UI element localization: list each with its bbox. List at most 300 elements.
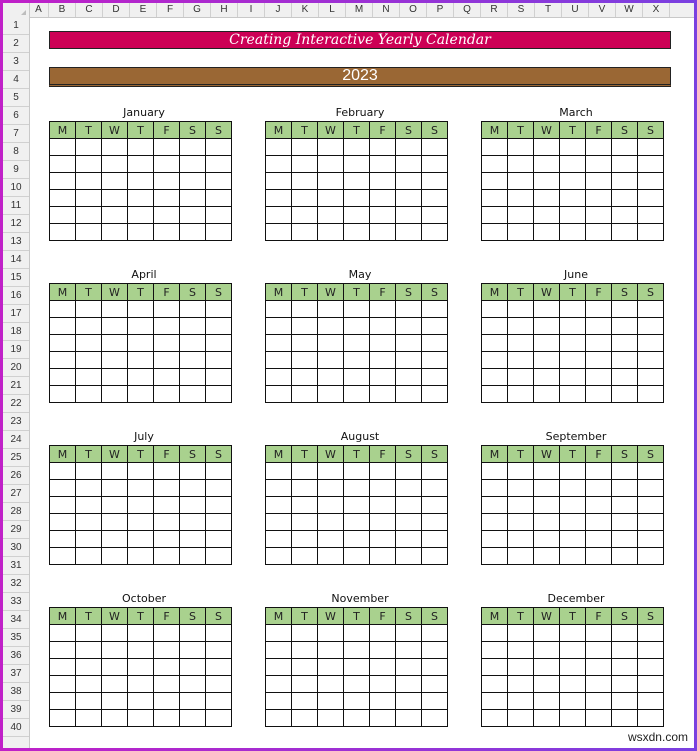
day-cell[interactable] bbox=[180, 352, 206, 369]
day-cell[interactable] bbox=[266, 301, 292, 318]
row-header-12[interactable]: 12 bbox=[3, 215, 29, 233]
column-header-g[interactable]: G bbox=[184, 3, 211, 17]
day-cell[interactable] bbox=[586, 301, 612, 318]
day-cell[interactable] bbox=[638, 156, 664, 173]
day-cell[interactable] bbox=[560, 301, 586, 318]
day-cell[interactable] bbox=[396, 531, 422, 548]
day-cell[interactable] bbox=[560, 642, 586, 659]
day-cell[interactable] bbox=[180, 139, 206, 156]
row-header-21[interactable]: 21 bbox=[3, 377, 29, 395]
day-cell[interactable] bbox=[534, 173, 560, 190]
day-cell[interactable] bbox=[180, 548, 206, 565]
day-cell[interactable] bbox=[586, 156, 612, 173]
day-cell[interactable] bbox=[180, 463, 206, 480]
day-cell[interactable] bbox=[318, 531, 344, 548]
day-cell[interactable] bbox=[638, 352, 664, 369]
day-cell[interactable] bbox=[482, 676, 508, 693]
day-cell[interactable] bbox=[612, 659, 638, 676]
row-header-25[interactable]: 25 bbox=[3, 449, 29, 467]
day-cell[interactable] bbox=[154, 693, 180, 710]
day-cell[interactable] bbox=[180, 386, 206, 403]
day-cell[interactable] bbox=[102, 386, 128, 403]
day-cell[interactable] bbox=[560, 463, 586, 480]
day-cell[interactable] bbox=[180, 514, 206, 531]
day-cell[interactable] bbox=[180, 207, 206, 224]
column-header-r[interactable]: R bbox=[481, 3, 508, 17]
day-cell[interactable] bbox=[154, 156, 180, 173]
day-cell[interactable] bbox=[612, 156, 638, 173]
day-cell[interactable] bbox=[422, 480, 448, 497]
row-header-8[interactable]: 8 bbox=[3, 143, 29, 161]
day-cell[interactable] bbox=[560, 710, 586, 727]
column-header-v[interactable]: V bbox=[589, 3, 616, 17]
day-cell[interactable] bbox=[482, 463, 508, 480]
day-cell[interactable] bbox=[318, 352, 344, 369]
day-cell[interactable] bbox=[422, 463, 448, 480]
day-cell[interactable] bbox=[534, 156, 560, 173]
day-cell[interactable] bbox=[560, 173, 586, 190]
day-cell[interactable] bbox=[206, 659, 232, 676]
day-cell[interactable] bbox=[370, 480, 396, 497]
day-cell[interactable] bbox=[422, 642, 448, 659]
day-cell[interactable] bbox=[76, 642, 102, 659]
day-cell[interactable] bbox=[128, 207, 154, 224]
day-cell[interactable] bbox=[206, 386, 232, 403]
day-cell[interactable] bbox=[560, 156, 586, 173]
day-cell[interactable] bbox=[612, 676, 638, 693]
day-cell[interactable] bbox=[508, 710, 534, 727]
day-cell[interactable] bbox=[76, 514, 102, 531]
day-cell[interactable] bbox=[638, 710, 664, 727]
day-cell[interactable] bbox=[612, 548, 638, 565]
day-cell[interactable] bbox=[266, 335, 292, 352]
day-cell[interactable] bbox=[206, 514, 232, 531]
day-cell[interactable] bbox=[560, 676, 586, 693]
day-cell[interactable] bbox=[50, 156, 76, 173]
day-cell[interactable] bbox=[586, 352, 612, 369]
day-cell[interactable] bbox=[50, 369, 76, 386]
day-cell[interactable] bbox=[560, 659, 586, 676]
day-cell[interactable] bbox=[318, 190, 344, 207]
day-cell[interactable] bbox=[612, 301, 638, 318]
day-cell[interactable] bbox=[508, 693, 534, 710]
day-cell[interactable] bbox=[206, 625, 232, 642]
day-cell[interactable] bbox=[612, 642, 638, 659]
day-cell[interactable] bbox=[422, 548, 448, 565]
day-cell[interactable] bbox=[154, 497, 180, 514]
day-cell[interactable] bbox=[292, 190, 318, 207]
day-cell[interactable] bbox=[534, 659, 560, 676]
day-cell[interactable] bbox=[128, 497, 154, 514]
day-cell[interactable] bbox=[206, 463, 232, 480]
day-cell[interactable] bbox=[422, 531, 448, 548]
column-header-t[interactable]: T bbox=[535, 3, 562, 17]
day-cell[interactable] bbox=[370, 710, 396, 727]
day-cell[interactable] bbox=[638, 173, 664, 190]
day-cell[interactable] bbox=[76, 318, 102, 335]
day-cell[interactable] bbox=[180, 224, 206, 241]
day-cell[interactable] bbox=[482, 301, 508, 318]
day-cell[interactable] bbox=[206, 497, 232, 514]
row-header-14[interactable]: 14 bbox=[3, 251, 29, 269]
day-cell[interactable] bbox=[612, 514, 638, 531]
day-cell[interactable] bbox=[128, 139, 154, 156]
row-header-3[interactable]: 3 bbox=[3, 53, 29, 71]
day-cell[interactable] bbox=[638, 386, 664, 403]
day-cell[interactable] bbox=[560, 139, 586, 156]
day-cell[interactable] bbox=[154, 531, 180, 548]
row-header-31[interactable]: 31 bbox=[3, 557, 29, 575]
day-cell[interactable] bbox=[508, 369, 534, 386]
day-cell[interactable] bbox=[344, 642, 370, 659]
day-cell[interactable] bbox=[422, 190, 448, 207]
day-cell[interactable] bbox=[318, 224, 344, 241]
day-cell[interactable] bbox=[292, 676, 318, 693]
day-cell[interactable] bbox=[508, 497, 534, 514]
day-cell[interactable] bbox=[154, 301, 180, 318]
day-cell[interactable] bbox=[370, 642, 396, 659]
day-cell[interactable] bbox=[50, 207, 76, 224]
day-cell[interactable] bbox=[370, 531, 396, 548]
day-cell[interactable] bbox=[266, 531, 292, 548]
day-cell[interactable] bbox=[370, 693, 396, 710]
day-cell[interactable] bbox=[344, 625, 370, 642]
day-cell[interactable] bbox=[128, 642, 154, 659]
day-cell[interactable] bbox=[534, 531, 560, 548]
day-cell[interactable] bbox=[292, 352, 318, 369]
day-cell[interactable] bbox=[266, 224, 292, 241]
day-cell[interactable] bbox=[266, 207, 292, 224]
day-cell[interactable] bbox=[128, 693, 154, 710]
column-header-a[interactable]: A bbox=[29, 3, 49, 17]
column-header-p[interactable]: P bbox=[427, 3, 454, 17]
day-cell[interactable] bbox=[612, 369, 638, 386]
day-cell[interactable] bbox=[76, 190, 102, 207]
year-banner[interactable]: 2023 bbox=[49, 67, 671, 87]
day-cell[interactable] bbox=[612, 318, 638, 335]
day-cell[interactable] bbox=[482, 207, 508, 224]
day-cell[interactable] bbox=[154, 386, 180, 403]
day-cell[interactable] bbox=[560, 548, 586, 565]
day-cell[interactable] bbox=[482, 173, 508, 190]
day-cell[interactable] bbox=[612, 531, 638, 548]
day-cell[interactable] bbox=[370, 318, 396, 335]
day-cell[interactable] bbox=[422, 497, 448, 514]
day-cell[interactable] bbox=[344, 497, 370, 514]
day-cell[interactable] bbox=[396, 335, 422, 352]
day-cell[interactable] bbox=[422, 369, 448, 386]
day-cell[interactable] bbox=[292, 139, 318, 156]
day-cell[interactable] bbox=[318, 659, 344, 676]
day-cell[interactable] bbox=[154, 480, 180, 497]
day-cell[interactable] bbox=[154, 190, 180, 207]
row-header-6[interactable]: 6 bbox=[3, 107, 29, 125]
day-cell[interactable] bbox=[180, 369, 206, 386]
day-cell[interactable] bbox=[396, 173, 422, 190]
day-cell[interactable] bbox=[292, 207, 318, 224]
day-cell[interactable] bbox=[318, 625, 344, 642]
day-cell[interactable] bbox=[370, 369, 396, 386]
day-cell[interactable] bbox=[534, 480, 560, 497]
day-cell[interactable] bbox=[318, 642, 344, 659]
day-cell[interactable] bbox=[396, 463, 422, 480]
day-cell[interactable] bbox=[638, 301, 664, 318]
day-cell[interactable] bbox=[586, 207, 612, 224]
day-cell[interactable] bbox=[154, 139, 180, 156]
day-cell[interactable] bbox=[612, 173, 638, 190]
day-cell[interactable] bbox=[422, 335, 448, 352]
column-header-m[interactable]: M bbox=[346, 3, 373, 17]
day-cell[interactable] bbox=[396, 352, 422, 369]
day-cell[interactable] bbox=[586, 335, 612, 352]
row-header-39[interactable]: 39 bbox=[3, 701, 29, 719]
column-header-c[interactable]: C bbox=[76, 3, 103, 17]
day-cell[interactable] bbox=[102, 531, 128, 548]
day-cell[interactable] bbox=[534, 352, 560, 369]
day-cell[interactable] bbox=[180, 531, 206, 548]
day-cell[interactable] bbox=[586, 173, 612, 190]
day-cell[interactable] bbox=[102, 625, 128, 642]
select-all-corner[interactable] bbox=[3, 3, 30, 17]
day-cell[interactable] bbox=[482, 335, 508, 352]
day-cell[interactable] bbox=[76, 224, 102, 241]
day-cell[interactable] bbox=[154, 625, 180, 642]
day-cell[interactable] bbox=[586, 710, 612, 727]
day-cell[interactable] bbox=[396, 548, 422, 565]
day-cell[interactable] bbox=[76, 463, 102, 480]
day-cell[interactable] bbox=[396, 301, 422, 318]
day-cell[interactable] bbox=[508, 480, 534, 497]
day-cell[interactable] bbox=[102, 480, 128, 497]
day-cell[interactable] bbox=[560, 190, 586, 207]
day-cell[interactable] bbox=[344, 386, 370, 403]
day-cell[interactable] bbox=[344, 207, 370, 224]
day-cell[interactable] bbox=[396, 224, 422, 241]
day-cell[interactable] bbox=[344, 463, 370, 480]
day-cell[interactable] bbox=[76, 139, 102, 156]
day-cell[interactable] bbox=[266, 190, 292, 207]
day-cell[interactable] bbox=[482, 710, 508, 727]
day-cell[interactable] bbox=[128, 548, 154, 565]
day-cell[interactable] bbox=[422, 710, 448, 727]
day-cell[interactable] bbox=[128, 369, 154, 386]
day-cell[interactable] bbox=[370, 335, 396, 352]
column-header-b[interactable]: B bbox=[49, 3, 76, 17]
day-cell[interactable] bbox=[586, 386, 612, 403]
day-cell[interactable] bbox=[612, 625, 638, 642]
day-cell[interactable] bbox=[154, 548, 180, 565]
day-cell[interactable] bbox=[206, 301, 232, 318]
day-cell[interactable] bbox=[370, 386, 396, 403]
day-cell[interactable] bbox=[370, 548, 396, 565]
day-cell[interactable] bbox=[422, 659, 448, 676]
day-cell[interactable] bbox=[76, 531, 102, 548]
day-cell[interactable] bbox=[180, 480, 206, 497]
day-cell[interactable] bbox=[396, 156, 422, 173]
day-cell[interactable] bbox=[396, 514, 422, 531]
day-cell[interactable] bbox=[180, 335, 206, 352]
day-cell[interactable] bbox=[534, 463, 560, 480]
day-cell[interactable] bbox=[508, 659, 534, 676]
day-cell[interactable] bbox=[292, 548, 318, 565]
day-cell[interactable] bbox=[396, 139, 422, 156]
row-header-16[interactable]: 16 bbox=[3, 287, 29, 305]
day-cell[interactable] bbox=[318, 156, 344, 173]
row-header-19[interactable]: 19 bbox=[3, 341, 29, 359]
day-cell[interactable] bbox=[586, 659, 612, 676]
day-cell[interactable] bbox=[154, 642, 180, 659]
day-cell[interactable] bbox=[370, 514, 396, 531]
day-cell[interactable] bbox=[76, 625, 102, 642]
day-cell[interactable] bbox=[50, 352, 76, 369]
day-cell[interactable] bbox=[154, 173, 180, 190]
day-cell[interactable] bbox=[396, 625, 422, 642]
day-cell[interactable] bbox=[638, 139, 664, 156]
day-cell[interactable] bbox=[318, 480, 344, 497]
day-cell[interactable] bbox=[586, 676, 612, 693]
day-cell[interactable] bbox=[396, 318, 422, 335]
day-cell[interactable] bbox=[102, 301, 128, 318]
day-cell[interactable] bbox=[560, 497, 586, 514]
day-cell[interactable] bbox=[586, 480, 612, 497]
day-cell[interactable] bbox=[508, 207, 534, 224]
day-cell[interactable] bbox=[206, 352, 232, 369]
day-cell[interactable] bbox=[292, 386, 318, 403]
day-cell[interactable] bbox=[508, 531, 534, 548]
day-cell[interactable] bbox=[370, 139, 396, 156]
day-cell[interactable] bbox=[370, 173, 396, 190]
day-cell[interactable] bbox=[180, 659, 206, 676]
column-header-k[interactable]: K bbox=[292, 3, 319, 17]
day-cell[interactable] bbox=[482, 352, 508, 369]
day-cell[interactable] bbox=[344, 710, 370, 727]
day-cell[interactable] bbox=[534, 207, 560, 224]
row-header-28[interactable]: 28 bbox=[3, 503, 29, 521]
day-cell[interactable] bbox=[128, 318, 154, 335]
day-cell[interactable] bbox=[344, 318, 370, 335]
column-header-x[interactable]: X bbox=[643, 3, 670, 17]
row-header-18[interactable]: 18 bbox=[3, 323, 29, 341]
day-cell[interactable] bbox=[206, 642, 232, 659]
day-cell[interactable] bbox=[482, 386, 508, 403]
day-cell[interactable] bbox=[482, 318, 508, 335]
day-cell[interactable] bbox=[396, 497, 422, 514]
day-cell[interactable] bbox=[266, 710, 292, 727]
day-cell[interactable] bbox=[266, 139, 292, 156]
day-cell[interactable] bbox=[266, 173, 292, 190]
row-header-4[interactable]: 4 bbox=[3, 71, 29, 89]
day-cell[interactable] bbox=[206, 480, 232, 497]
day-cell[interactable] bbox=[292, 463, 318, 480]
day-cell[interactable] bbox=[266, 676, 292, 693]
day-cell[interactable] bbox=[638, 463, 664, 480]
row-header-9[interactable]: 9 bbox=[3, 161, 29, 179]
row-header-10[interactable]: 10 bbox=[3, 179, 29, 197]
day-cell[interactable] bbox=[534, 335, 560, 352]
day-cell[interactable] bbox=[508, 642, 534, 659]
day-cell[interactable] bbox=[102, 156, 128, 173]
day-cell[interactable] bbox=[266, 318, 292, 335]
day-cell[interactable] bbox=[560, 352, 586, 369]
day-cell[interactable] bbox=[638, 642, 664, 659]
day-cell[interactable] bbox=[206, 676, 232, 693]
day-cell[interactable] bbox=[76, 497, 102, 514]
day-cell[interactable] bbox=[508, 352, 534, 369]
day-cell[interactable] bbox=[534, 497, 560, 514]
day-cell[interactable] bbox=[180, 497, 206, 514]
day-cell[interactable] bbox=[128, 386, 154, 403]
day-cell[interactable] bbox=[50, 335, 76, 352]
day-cell[interactable] bbox=[534, 548, 560, 565]
day-cell[interactable] bbox=[534, 625, 560, 642]
day-cell[interactable] bbox=[638, 190, 664, 207]
day-cell[interactable] bbox=[482, 369, 508, 386]
day-cell[interactable] bbox=[586, 369, 612, 386]
day-cell[interactable] bbox=[206, 693, 232, 710]
row-header-35[interactable]: 35 bbox=[3, 629, 29, 647]
day-cell[interactable] bbox=[50, 139, 76, 156]
day-cell[interactable] bbox=[482, 224, 508, 241]
day-cell[interactable] bbox=[318, 514, 344, 531]
day-cell[interactable] bbox=[50, 386, 76, 403]
day-cell[interactable] bbox=[180, 301, 206, 318]
day-cell[interactable] bbox=[534, 318, 560, 335]
day-cell[interactable] bbox=[206, 335, 232, 352]
day-cell[interactable] bbox=[102, 693, 128, 710]
day-cell[interactable] bbox=[370, 156, 396, 173]
day-cell[interactable] bbox=[560, 335, 586, 352]
day-cell[interactable] bbox=[508, 386, 534, 403]
day-cell[interactable] bbox=[534, 139, 560, 156]
day-cell[interactable] bbox=[318, 463, 344, 480]
day-cell[interactable] bbox=[508, 625, 534, 642]
day-cell[interactable] bbox=[586, 463, 612, 480]
column-header-u[interactable]: U bbox=[562, 3, 589, 17]
row-header-1[interactable]: 1 bbox=[3, 17, 29, 35]
row-header-5[interactable]: 5 bbox=[3, 89, 29, 107]
day-cell[interactable] bbox=[482, 139, 508, 156]
day-cell[interactable] bbox=[102, 463, 128, 480]
day-cell[interactable] bbox=[76, 693, 102, 710]
day-cell[interactable] bbox=[292, 531, 318, 548]
day-cell[interactable] bbox=[128, 531, 154, 548]
day-cell[interactable] bbox=[370, 497, 396, 514]
day-cell[interactable] bbox=[508, 301, 534, 318]
day-cell[interactable] bbox=[128, 173, 154, 190]
day-cell[interactable] bbox=[586, 693, 612, 710]
day-cell[interactable] bbox=[612, 224, 638, 241]
day-cell[interactable] bbox=[180, 156, 206, 173]
day-cell[interactable] bbox=[508, 139, 534, 156]
day-cell[interactable] bbox=[370, 190, 396, 207]
column-header-s[interactable]: S bbox=[508, 3, 535, 17]
day-cell[interactable] bbox=[128, 335, 154, 352]
day-cell[interactable] bbox=[534, 190, 560, 207]
day-cell[interactable] bbox=[344, 531, 370, 548]
column-header-n[interactable]: N bbox=[373, 3, 400, 17]
day-cell[interactable] bbox=[50, 173, 76, 190]
day-cell[interactable] bbox=[344, 676, 370, 693]
day-cell[interactable] bbox=[482, 514, 508, 531]
day-cell[interactable] bbox=[128, 352, 154, 369]
day-cell[interactable] bbox=[102, 659, 128, 676]
row-header-32[interactable]: 32 bbox=[3, 575, 29, 593]
day-cell[interactable] bbox=[534, 514, 560, 531]
day-cell[interactable] bbox=[586, 224, 612, 241]
day-cell[interactable] bbox=[180, 318, 206, 335]
day-cell[interactable] bbox=[508, 224, 534, 241]
day-cell[interactable] bbox=[206, 318, 232, 335]
